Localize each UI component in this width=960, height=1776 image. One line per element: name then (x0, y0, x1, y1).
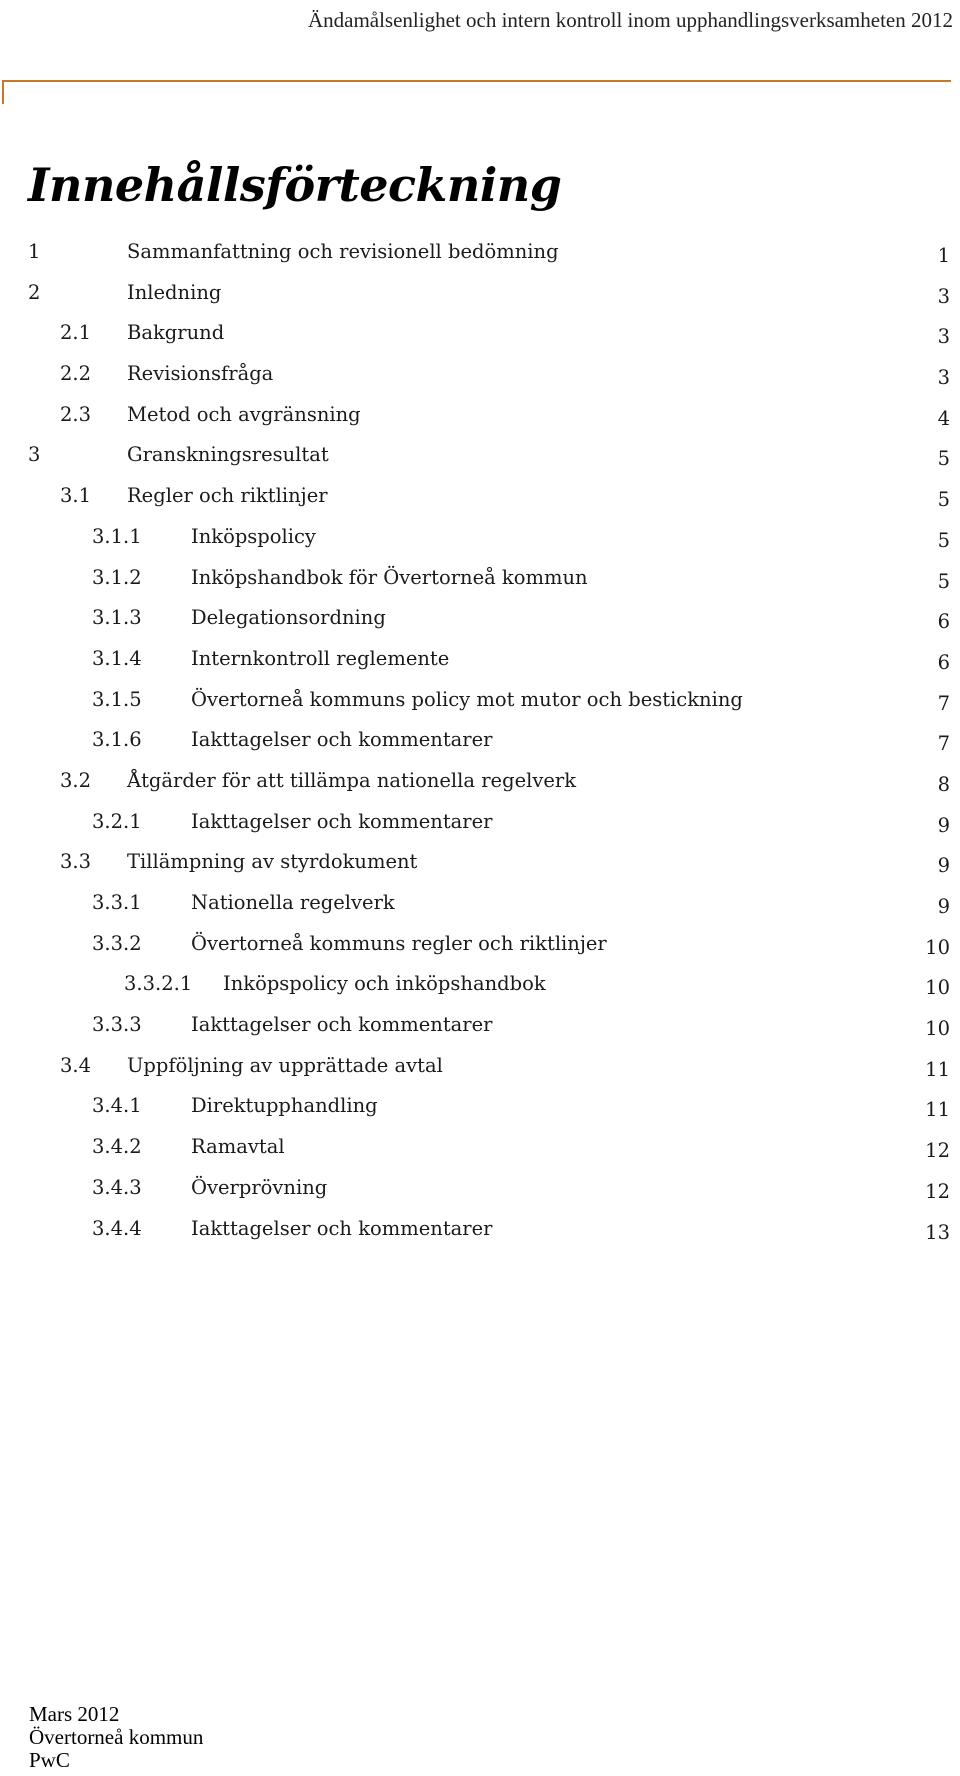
toc-entry[interactable] (0, 525, 960, 566)
toc-heading: Innehållsförteckning (28, 158, 562, 212)
toc-entry-page: 5 (937, 488, 950, 512)
toc-entry-title: Nationella regelverk (191, 891, 395, 914)
toc-entry-page: 10 (925, 1017, 950, 1041)
toc-entry[interactable] (0, 1176, 960, 1217)
toc-entry-page: 5 (937, 569, 950, 593)
footer (29, 1703, 203, 1772)
toc-entry-page: 12 (925, 1179, 950, 1203)
toc-entry-number: 3.1.1 (92, 524, 142, 548)
toc-entry-title: Iakttagelser och kommentarer (191, 728, 493, 752)
toc-entry-number: 3.1 (60, 484, 92, 508)
toc-entry-number: 3.4.4 (92, 1216, 142, 1240)
toc-entry-page: 6 (937, 610, 950, 634)
toc-entry-page: 3 (937, 366, 950, 390)
toc-entry-page: 13 (925, 1220, 950, 1244)
toc-entry[interactable] (0, 1094, 960, 1135)
toc-entry-number: 2.2 (60, 362, 92, 386)
toc-entry-title: Metod och avgränsning (127, 402, 361, 426)
toc-entry[interactable] (0, 1054, 960, 1095)
toc-entry[interactable] (0, 647, 960, 688)
footer-firm: PwC (29, 1748, 70, 1772)
toc-entry-title: Inledning (127, 280, 222, 304)
toc-entry-page: 11 (925, 1098, 950, 1122)
toc-entry[interactable] (0, 321, 960, 362)
toc-entry-page: 9 (937, 854, 950, 878)
toc-entry-title: Uppföljning av upprättade avtal (127, 1053, 443, 1077)
toc-entry-page: 8 (937, 772, 950, 796)
footer-municipality: Övertorneå kommun (29, 1725, 204, 1749)
toc-entry-title: Iakttagelser och kommentarer (191, 1216, 493, 1240)
toc-entry-title: Inköpspolicy och inköpshandbok (223, 972, 546, 996)
header-rule (2, 80, 951, 82)
toc-entry-page: 9 (937, 813, 950, 837)
toc-entry[interactable] (0, 1135, 960, 1176)
toc-entry-title: Regler och riktlinjer (127, 484, 328, 508)
toc-entry[interactable] (0, 240, 960, 281)
toc-entry-number: 3 (28, 443, 41, 467)
toc-entry[interactable] (0, 850, 960, 891)
toc-entry-number: 1 (28, 240, 41, 263)
toc-entry-number: 2.1 (60, 321, 92, 345)
toc-entry[interactable] (0, 1013, 960, 1054)
toc-entry[interactable] (0, 972, 960, 1013)
toc-entry-page: 3 (937, 284, 950, 308)
toc-entry-title: Granskningsresultat (127, 443, 329, 467)
toc-entry[interactable] (0, 769, 960, 810)
toc-entry-page: 4 (937, 406, 950, 430)
running-header: Ändamålsenlighet och intern kontroll inom upphandlingsverksamheten 2012 (307, 8, 953, 32)
toc-entry-title: Övertorneå kommuns policy mot mutor och bestickning (191, 687, 743, 711)
toc-entry[interactable] (0, 443, 960, 484)
toc-entry[interactable] (0, 281, 960, 322)
toc-entry-title: Bakgrund (127, 321, 225, 345)
toc-entry-page: 5 (937, 528, 950, 552)
toc-entry-page: 11 (925, 1057, 950, 1081)
toc-entry-number: 3.2 (60, 768, 92, 792)
toc-entry-page: 1 (937, 244, 950, 267)
toc-entry[interactable] (0, 688, 960, 729)
toc-entry-page: 10 (925, 976, 950, 1000)
toc-entry-title: Inköpspolicy (191, 524, 316, 548)
toc-entry-title: Internkontroll reglemente (191, 646, 450, 670)
toc-entry-number: 3.3.2 (92, 931, 142, 955)
footer-date: Mars 2012 (29, 1702, 120, 1726)
toc-entry-number: 3.1.3 (92, 606, 142, 630)
toc-entry[interactable] (0, 362, 960, 403)
toc-entry-page: 3 (937, 325, 950, 349)
toc-entry-page: 7 (937, 691, 950, 715)
toc-entry-number: 3.1.6 (92, 728, 142, 752)
toc-entry-page: 10 (925, 935, 950, 959)
toc-entry-title: Inköpshandbok för Övertorneå kommun (191, 565, 588, 589)
toc-entry[interactable] (0, 810, 960, 851)
toc-list (0, 240, 960, 1257)
toc-entry-title: Revisionsfråga (127, 362, 274, 386)
toc-entry-number: 3.1.5 (92, 687, 142, 711)
toc-entry-title: Direktupphandling (191, 1094, 378, 1118)
toc-entry-title: Åtgärder för att tillämpa nationella regelverk (127, 768, 577, 792)
toc-entry-page: 9 (937, 895, 950, 918)
toc-entry-title: Övertorneå kommuns regler och riktlinjer (191, 931, 607, 955)
toc-entry[interactable] (0, 932, 960, 973)
toc-entry-number: 3.3 (60, 850, 92, 874)
toc-entry-number: 3.3.3 (92, 1013, 142, 1037)
toc-entry[interactable] (0, 566, 960, 607)
toc-entry-title: Tillämpning av styrdokument (127, 850, 418, 874)
header-rule-tick (2, 80, 4, 104)
toc-entry-title: Sammanfattning och revisionell bedömning (127, 240, 559, 263)
toc-entry[interactable] (0, 484, 960, 525)
toc-entry-number: 3.4 (60, 1053, 92, 1077)
toc-entry-number: 3.3.1 (92, 891, 142, 914)
toc-entry[interactable] (0, 728, 960, 769)
toc-entry-page: 6 (937, 650, 950, 674)
toc-entry[interactable] (0, 1217, 960, 1258)
toc-entry-page: 5 (937, 447, 950, 471)
toc-entry-title: Ramavtal (191, 1135, 285, 1159)
toc-entry[interactable] (0, 403, 960, 444)
toc-entry-number: 3.1.4 (92, 646, 142, 670)
toc-entry-number: 3.2.1 (92, 809, 142, 833)
toc-entry-title: Iakttagelser och kommentarer (191, 1013, 493, 1037)
toc-entry-number: 3.1.2 (92, 565, 142, 589)
toc-entry-number: 3.4.2 (92, 1135, 142, 1159)
toc-entry[interactable] (0, 891, 960, 932)
toc-entry-number: 2 (28, 280, 41, 304)
toc-entry-number: 3.4.1 (92, 1094, 142, 1118)
toc-entry-number: 3.3.2.1 (124, 972, 193, 996)
toc-entry-title: Iakttagelser och kommentarer (191, 809, 493, 833)
toc-entry-title: Delegationsordning (191, 606, 386, 630)
toc-entry-title: Överprövning (191, 1175, 328, 1199)
toc-entry-number: 2.3 (60, 402, 92, 426)
toc-entry-page: 12 (925, 1139, 950, 1163)
toc-entry[interactable] (0, 606, 960, 647)
toc-entry-number: 3.4.3 (92, 1175, 142, 1199)
toc-entry-page: 7 (937, 732, 950, 756)
